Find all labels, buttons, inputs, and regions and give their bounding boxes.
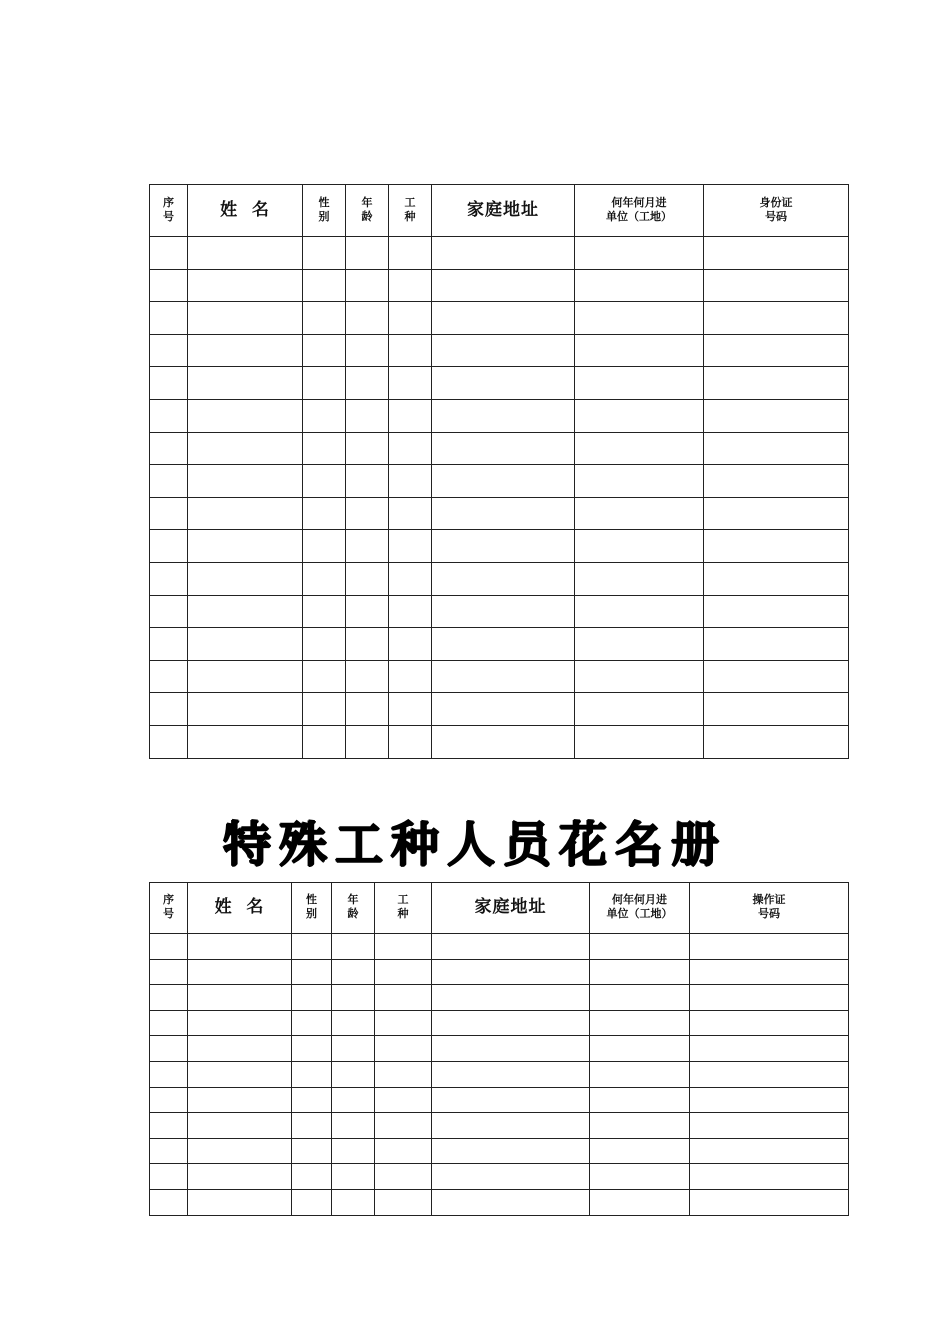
blank-cell — [389, 497, 432, 530]
blank-cell — [150, 1010, 188, 1036]
blank-cell — [346, 302, 389, 335]
blank-cell — [389, 302, 432, 335]
blank-cell — [292, 1189, 332, 1215]
blank-cell — [188, 934, 292, 960]
blank-cell — [590, 1113, 690, 1139]
blank-cell — [303, 432, 346, 465]
blank-cell — [188, 562, 303, 595]
blank-cell — [690, 1164, 849, 1190]
blank-cell — [389, 367, 432, 400]
blank-cell — [375, 985, 432, 1011]
blank-cell — [332, 1113, 375, 1139]
blank-cell — [188, 465, 303, 498]
blank-cell — [332, 985, 375, 1011]
blank-cell — [188, 432, 303, 465]
table-row — [150, 1164, 849, 1190]
blank-cell — [389, 725, 432, 758]
blank-cell — [375, 1061, 432, 1087]
blank-cell — [704, 237, 849, 270]
blank-cell — [575, 725, 704, 758]
blank-cell — [432, 725, 575, 758]
blank-cell — [375, 1113, 432, 1139]
blank-cell — [150, 1138, 188, 1164]
blank-cell — [704, 367, 849, 400]
header-trade: 工 种 — [389, 185, 432, 237]
table-row — [150, 934, 849, 960]
blank-cell — [150, 562, 188, 595]
header-entry-date: 何年何月进 单位（工地） — [590, 883, 690, 934]
blank-cell — [389, 562, 432, 595]
blank-cell — [432, 269, 575, 302]
blank-cell — [590, 1138, 690, 1164]
blank-cell — [432, 530, 575, 563]
blank-cell — [150, 693, 188, 726]
blank-cell — [150, 1087, 188, 1113]
blank-cell — [704, 562, 849, 595]
table-row — [150, 237, 849, 270]
header-seq: 序 号 — [150, 883, 188, 934]
table-header-row — [150, 185, 849, 237]
blank-cell — [188, 1138, 292, 1164]
table-row — [150, 595, 849, 628]
blank-cell — [346, 399, 389, 432]
blank-cell — [292, 934, 332, 960]
blank-cell — [150, 1061, 188, 1087]
blank-cell — [432, 1087, 590, 1113]
blank-cell — [575, 237, 704, 270]
table-row — [150, 302, 849, 335]
blank-cell — [188, 595, 303, 628]
blank-cell — [150, 660, 188, 693]
blank-cell — [575, 660, 704, 693]
blank-cell — [188, 334, 303, 367]
table-row — [150, 693, 849, 726]
blank-cell — [375, 1036, 432, 1062]
blank-cell — [332, 1061, 375, 1087]
blank-cell — [150, 399, 188, 432]
blank-cell — [303, 399, 346, 432]
header-trade: 工 种 — [375, 883, 432, 934]
blank-cell — [575, 367, 704, 400]
blank-cell — [575, 530, 704, 563]
table-row — [150, 334, 849, 367]
blank-cell — [150, 1036, 188, 1062]
blank-cell — [432, 1010, 590, 1036]
blank-cell — [575, 628, 704, 661]
blank-cell — [690, 1189, 849, 1215]
blank-cell — [150, 237, 188, 270]
blank-cell — [389, 465, 432, 498]
blank-cell — [346, 269, 389, 302]
blank-cell — [432, 399, 575, 432]
blank-cell — [389, 432, 432, 465]
blank-cell — [346, 660, 389, 693]
blank-cell — [346, 497, 389, 530]
blank-cell — [432, 660, 575, 693]
blank-cell — [188, 1036, 292, 1062]
blank-cell — [303, 497, 346, 530]
blank-cell — [292, 1010, 332, 1036]
table-row — [150, 465, 849, 498]
blank-cell — [704, 660, 849, 693]
blank-cell — [432, 562, 575, 595]
blank-cell — [150, 1113, 188, 1139]
blank-cell — [704, 497, 849, 530]
blank-cell — [346, 432, 389, 465]
blank-cell — [188, 237, 303, 270]
blank-cell — [432, 302, 575, 335]
blank-cell — [375, 959, 432, 985]
blank-cell — [704, 302, 849, 335]
blank-cell — [690, 1138, 849, 1164]
blank-cell — [704, 725, 849, 758]
blank-cell — [188, 1087, 292, 1113]
header-name: 姓 名 — [188, 883, 292, 934]
roster-table-top — [149, 184, 849, 759]
blank-cell — [332, 1164, 375, 1190]
table-row — [150, 367, 849, 400]
blank-cell — [346, 367, 389, 400]
blank-cell — [332, 934, 375, 960]
blank-cell — [292, 1061, 332, 1087]
table-row — [150, 1061, 849, 1087]
blank-cell — [432, 1113, 590, 1139]
table-row — [150, 628, 849, 661]
blank-cell — [332, 1138, 375, 1164]
blank-cell — [375, 1010, 432, 1036]
blank-cell — [292, 1138, 332, 1164]
blank-cell — [704, 465, 849, 498]
blank-cell — [575, 497, 704, 530]
blank-cell — [188, 660, 303, 693]
blank-cell — [150, 334, 188, 367]
header-age: 年 龄 — [346, 185, 389, 237]
blank-cell — [432, 1138, 590, 1164]
blank-cell — [590, 934, 690, 960]
blank-cell — [432, 1036, 590, 1062]
table-row — [150, 530, 849, 563]
blank-cell — [690, 1061, 849, 1087]
blank-cell — [150, 985, 188, 1011]
blank-cell — [432, 465, 575, 498]
blank-cell — [432, 237, 575, 270]
blank-cell — [704, 628, 849, 661]
blank-cell — [150, 725, 188, 758]
page-title: 特殊工种人员花名册 — [222, 817, 727, 873]
header-entry-date: 何年何月进 单位（工地） — [575, 185, 704, 237]
blank-cell — [575, 693, 704, 726]
blank-cell — [575, 302, 704, 335]
blank-cell — [590, 985, 690, 1011]
blank-cell — [575, 269, 704, 302]
blank-cell — [389, 530, 432, 563]
blank-cell — [188, 530, 303, 563]
header-gender: 性 别 — [303, 185, 346, 237]
blank-cell — [690, 959, 849, 985]
blank-cell — [292, 959, 332, 985]
blank-cell — [332, 959, 375, 985]
blank-cell — [150, 269, 188, 302]
blank-cell — [303, 269, 346, 302]
blank-cell — [432, 1189, 590, 1215]
blank-cell — [432, 497, 575, 530]
blank-cell — [188, 1061, 292, 1087]
blank-cell — [690, 1036, 849, 1062]
blank-cell — [303, 465, 346, 498]
header-address: 家庭地址 — [432, 883, 590, 934]
table-row — [150, 1189, 849, 1215]
blank-cell — [188, 959, 292, 985]
table-header-row — [150, 883, 849, 934]
blank-cell — [375, 934, 432, 960]
blank-cell — [188, 1113, 292, 1139]
blank-cell — [590, 1087, 690, 1113]
blank-cell — [432, 1061, 590, 1087]
blank-cell — [188, 628, 303, 661]
blank-cell — [375, 1138, 432, 1164]
blank-cell — [150, 628, 188, 661]
blank-cell — [188, 725, 303, 758]
blank-cell — [188, 269, 303, 302]
blank-cell — [303, 595, 346, 628]
blank-cell — [590, 1036, 690, 1062]
blank-cell — [346, 693, 389, 726]
blank-cell — [150, 367, 188, 400]
blank-cell — [303, 302, 346, 335]
table-row — [150, 432, 849, 465]
blank-cell — [346, 465, 389, 498]
blank-cell — [690, 934, 849, 960]
blank-cell — [188, 1010, 292, 1036]
table-row — [150, 562, 849, 595]
blank-cell — [150, 302, 188, 335]
blank-cell — [575, 432, 704, 465]
blank-cell — [375, 1189, 432, 1215]
table-row — [150, 1113, 849, 1139]
blank-cell — [292, 1113, 332, 1139]
blank-cell — [432, 959, 590, 985]
blank-cell — [188, 1189, 292, 1215]
blank-cell — [346, 562, 389, 595]
blank-cell — [690, 1113, 849, 1139]
blank-cell — [690, 985, 849, 1011]
blank-cell — [188, 693, 303, 726]
blank-cell — [575, 595, 704, 628]
blank-cell — [150, 465, 188, 498]
blank-cell — [575, 465, 704, 498]
blank-cell — [346, 628, 389, 661]
blank-cell — [575, 334, 704, 367]
blank-cell — [432, 985, 590, 1011]
blank-cell — [432, 334, 575, 367]
blank-cell — [704, 530, 849, 563]
header-address: 家庭地址 — [432, 185, 575, 237]
blank-cell — [704, 693, 849, 726]
blank-cell — [432, 432, 575, 465]
table-row — [150, 497, 849, 530]
blank-cell — [575, 562, 704, 595]
blank-cell — [188, 399, 303, 432]
blank-cell — [432, 595, 575, 628]
blank-cell — [303, 660, 346, 693]
blank-cell — [432, 628, 575, 661]
blank-cell — [346, 237, 389, 270]
header-name: 姓 名 — [188, 185, 303, 237]
blank-cell — [332, 1010, 375, 1036]
blank-cell — [292, 1087, 332, 1113]
blank-cell — [389, 595, 432, 628]
blank-cell — [375, 1164, 432, 1190]
blank-cell — [575, 399, 704, 432]
table-row — [150, 1087, 849, 1113]
blank-cell — [188, 1164, 292, 1190]
blank-cell — [590, 959, 690, 985]
blank-cell — [332, 1189, 375, 1215]
blank-cell — [704, 399, 849, 432]
blank-cell — [704, 432, 849, 465]
table-row — [150, 1036, 849, 1062]
blank-cell — [375, 1087, 432, 1113]
header-age: 年 龄 — [332, 883, 375, 934]
blank-cell — [188, 985, 292, 1011]
blank-cell — [188, 367, 303, 400]
table-row — [150, 269, 849, 302]
blank-cell — [590, 1061, 690, 1087]
blank-cell — [389, 269, 432, 302]
blank-cell — [690, 1087, 849, 1113]
table-row — [150, 1010, 849, 1036]
blank-cell — [389, 399, 432, 432]
blank-cell — [346, 334, 389, 367]
blank-cell — [150, 530, 188, 563]
blank-cell — [150, 432, 188, 465]
header-seq: 序 号 — [150, 185, 188, 237]
blank-cell — [303, 562, 346, 595]
blank-cell — [303, 237, 346, 270]
blank-cell — [704, 269, 849, 302]
blank-cell — [389, 660, 432, 693]
blank-cell — [303, 334, 346, 367]
blank-cell — [292, 985, 332, 1011]
blank-cell — [150, 1164, 188, 1190]
blank-cell — [303, 530, 346, 563]
blank-cell — [346, 725, 389, 758]
blank-cell — [188, 497, 303, 530]
blank-cell — [432, 693, 575, 726]
blank-cell — [590, 1164, 690, 1190]
blank-cell — [432, 1164, 590, 1190]
header-gender: 性 别 — [292, 883, 332, 934]
blank-cell — [590, 1189, 690, 1215]
table-row — [150, 985, 849, 1011]
table-row — [150, 1138, 849, 1164]
blank-cell — [690, 1010, 849, 1036]
blank-cell — [303, 693, 346, 726]
blank-cell — [432, 367, 575, 400]
blank-cell — [332, 1087, 375, 1113]
blank-cell — [150, 959, 188, 985]
blank-cell — [389, 237, 432, 270]
blank-cell — [150, 497, 188, 530]
blank-cell — [292, 1164, 332, 1190]
blank-cell — [150, 595, 188, 628]
blank-cell — [389, 628, 432, 661]
blank-cell — [332, 1036, 375, 1062]
blank-cell — [292, 1036, 332, 1062]
header-id-number: 身份证 号码 — [704, 185, 849, 237]
table-row — [150, 959, 849, 985]
table-row — [150, 660, 849, 693]
header-cert-number: 操作证 号码 — [690, 883, 849, 934]
blank-cell — [704, 595, 849, 628]
roster-table-bottom — [149, 882, 849, 1216]
blank-cell — [389, 334, 432, 367]
blank-cell — [432, 934, 590, 960]
blank-cell — [389, 693, 432, 726]
blank-cell — [188, 302, 303, 335]
table-row — [150, 725, 849, 758]
blank-cell — [150, 1189, 188, 1215]
blank-cell — [346, 595, 389, 628]
blank-cell — [590, 1010, 690, 1036]
blank-cell — [303, 367, 346, 400]
blank-cell — [303, 725, 346, 758]
blank-cell — [346, 530, 389, 563]
blank-cell — [303, 628, 346, 661]
table-row — [150, 399, 849, 432]
blank-cell — [704, 334, 849, 367]
blank-cell — [150, 934, 188, 960]
